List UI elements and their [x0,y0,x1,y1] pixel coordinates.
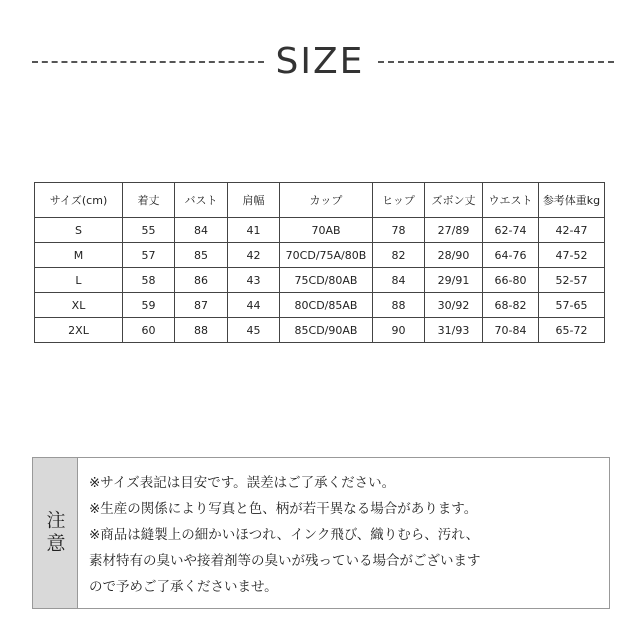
table-cell: 57-65 [539,293,605,318]
table-cell: 64-76 [483,243,539,268]
table-cell: 2XL [35,318,123,343]
table-cell: 44 [228,293,280,318]
table-cell: 85 [175,243,228,268]
table-header-row [35,183,605,218]
table-cell: S [35,218,123,243]
table-cell: XL [35,293,123,318]
note-line: ※生産の関係により写真と色、柄が若干異なる場合があります。 [89,501,478,517]
table-cell: 78 [373,218,425,243]
notes-label-panel [33,458,78,608]
table-cell: 88 [175,318,228,343]
title-dashed-line-left [32,61,264,63]
table-cell: 42 [228,243,280,268]
table-cell: 30/92 [425,293,483,318]
header-bust: バスト [175,183,228,218]
note-line: ※サイズ表記は目安です。誤差はご了承ください。 [89,475,396,491]
table-cell: 68-82 [483,293,539,318]
table-cell: 45 [228,318,280,343]
header-shoulder: 肩幅 [228,183,280,218]
note-line: ※商品は縫製上の細かいほつれ、インク飛び、織りむら、汚れ、 [89,527,480,543]
table-cell: 88 [373,293,425,318]
size-table [34,182,605,343]
table-row [35,318,605,343]
table-cell: 80CD/85AB [280,293,373,318]
table-cell: 84 [175,218,228,243]
table-row [35,218,605,243]
table-cell: 65-72 [539,318,605,343]
notes-label: 注意 [43,510,66,556]
table-cell: 70-84 [483,318,539,343]
table-row [35,293,605,318]
table-cell: 86 [175,268,228,293]
table-cell: 28/90 [425,243,483,268]
page-title: SIZE [275,41,365,82]
title-dashed-line-right [378,61,614,63]
table-cell: 57 [123,243,175,268]
table-cell: M [35,243,123,268]
title-row [0,40,640,84]
header-weight: 参考体重kg [539,183,605,218]
table-cell: 31/93 [425,318,483,343]
table-cell: 59 [123,293,175,318]
table-cell: 27/89 [425,218,483,243]
header-length: 着丈 [123,183,175,218]
table-cell: 60 [123,318,175,343]
table-cell: 58 [123,268,175,293]
table-cell: 41 [228,218,280,243]
header-waist: ウエスト [483,183,539,218]
table-cell: 70CD/75A/80B [280,243,373,268]
header-cup: カップ [280,183,373,218]
table-cell: 43 [228,268,280,293]
table-cell: 85CD/90AB [280,318,373,343]
table-cell: 70AB [280,218,373,243]
table-cell: 55 [123,218,175,243]
table-cell: 84 [373,268,425,293]
notes-text [89,470,604,600]
table-cell: 42-47 [539,218,605,243]
table-cell: 62-74 [483,218,539,243]
table-cell: 52-57 [539,268,605,293]
table-cell: 75CD/80AB [280,268,373,293]
table-cell: 90 [373,318,425,343]
table-row [35,243,605,268]
table-cell: L [35,268,123,293]
table-cell: 82 [373,243,425,268]
table-cell: 29/91 [425,268,483,293]
notes-box [32,457,610,609]
header-pants-length: ズボン丈 [425,183,483,218]
header-hip: ヒップ [373,183,425,218]
header-size: サイズ(cm) [35,183,123,218]
note-line: ので予めご了承くださいませ。 [89,579,278,595]
table-cell: 87 [175,293,228,318]
table-cell: 47-52 [539,243,605,268]
note-line: 素材特有の臭いや接着剤等の臭いが残っている場合がございます [89,553,481,569]
table-row [35,268,605,293]
table-cell: 66-80 [483,268,539,293]
